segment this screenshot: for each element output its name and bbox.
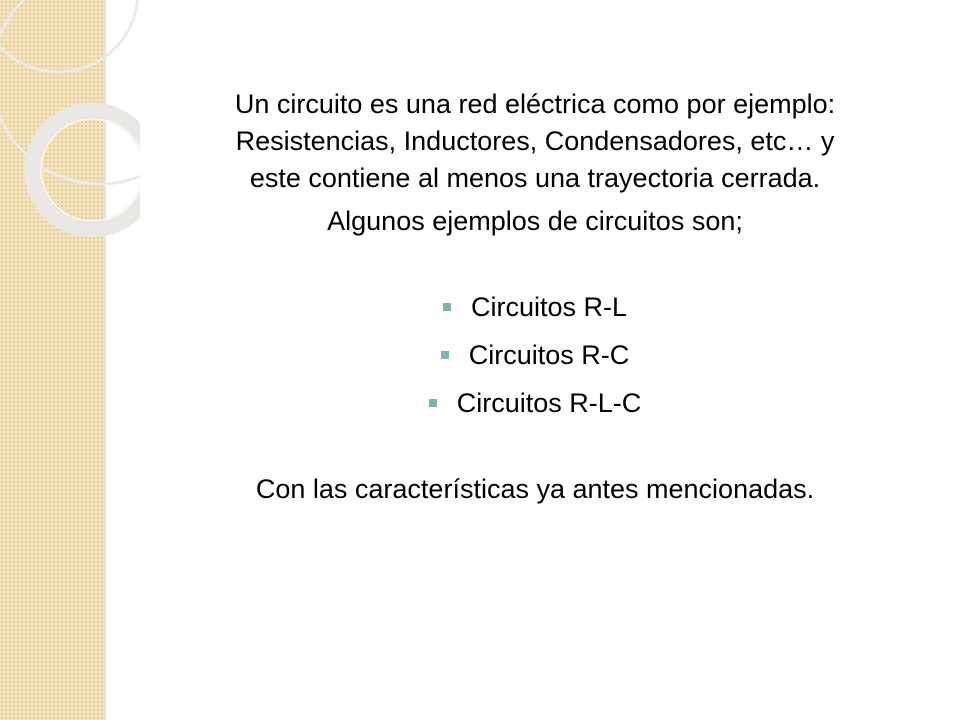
list-item <box>130 283 940 331</box>
intro-line: Resistencias, Inductores, Condensadores, etc… y <box>235 126 835 156</box>
square-bullet-icon <box>429 399 437 407</box>
intro-paragraph <box>130 86 940 197</box>
square-bullet-icon <box>443 303 451 311</box>
intro-line: Un circuito es una red eléctrica como por ejemplo: <box>234 89 836 119</box>
examples-lead: Algunos ejemplos de circuitos son; <box>327 206 743 236</box>
ring-decoration-icon <box>0 0 140 320</box>
square-bullet-icon <box>441 351 449 359</box>
list-item <box>130 379 940 427</box>
list-item <box>130 331 940 379</box>
list-item-label: Circuitos R-L <box>470 292 628 322</box>
closing-text: Con las características ya antes mencionadas. <box>255 474 815 504</box>
list-item-label: Circuitos R-C <box>468 340 630 370</box>
circuit-list <box>130 283 940 427</box>
slide-content <box>130 86 940 507</box>
list-item-label: Circuitos R-L-C <box>456 388 642 418</box>
intro-line: este contiene al menos una trayectoria cerrada. <box>249 163 821 193</box>
